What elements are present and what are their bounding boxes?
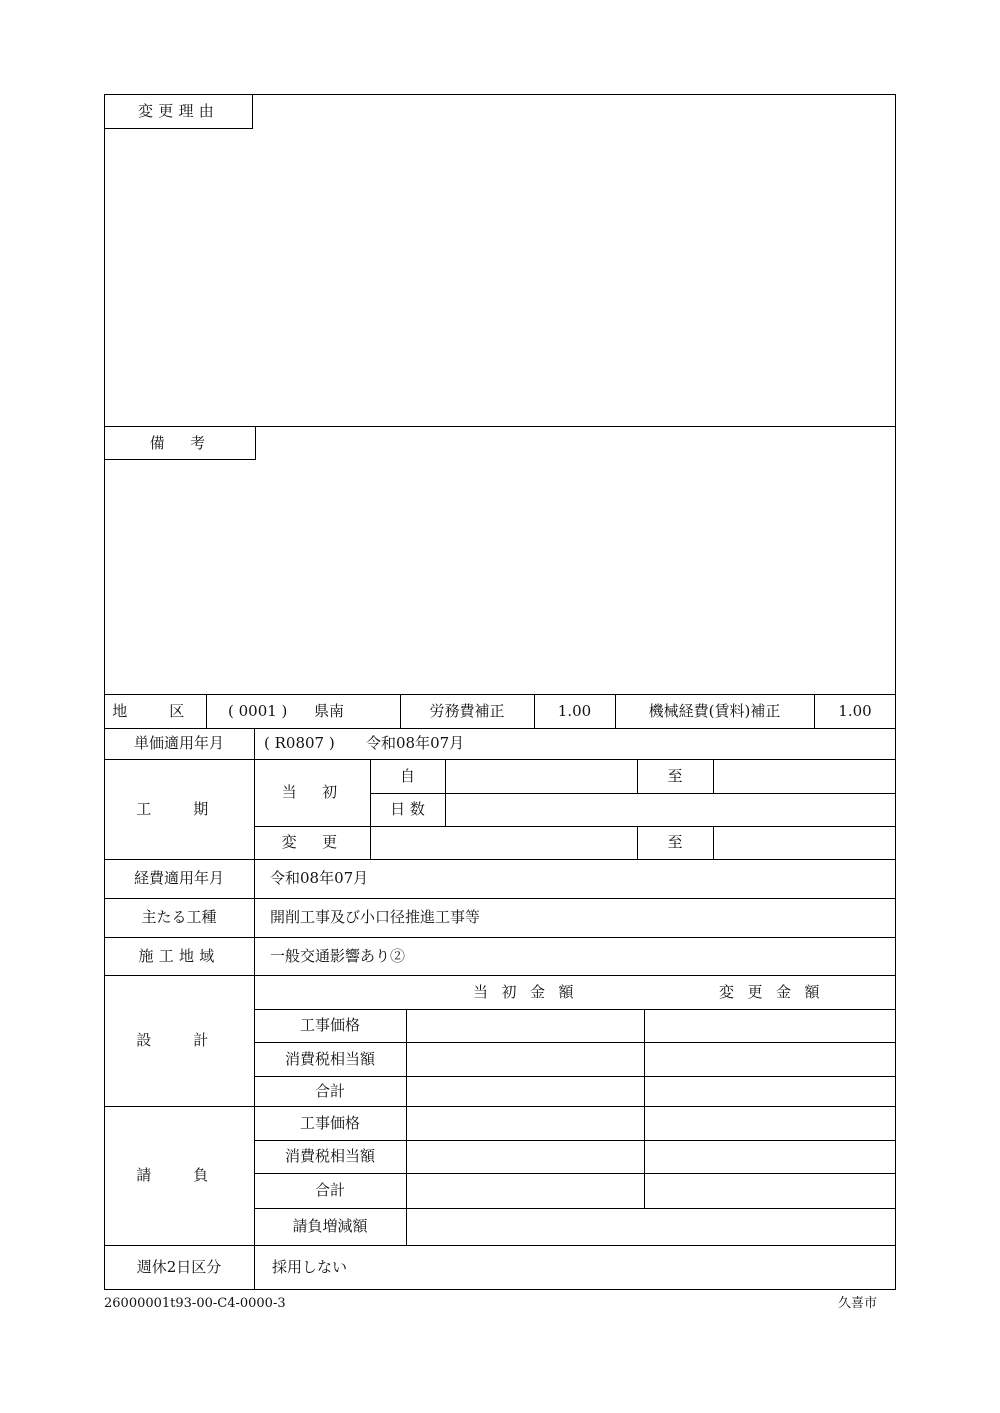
initial-amount-header: 当初金額 bbox=[472, 982, 587, 1001]
district-name: 県南 bbox=[314, 701, 345, 720]
design-label: 設 計 bbox=[136, 1031, 222, 1049]
design-row-price-label: 工事価格 bbox=[299, 1016, 360, 1034]
change-amount-header: 変更金額 bbox=[718, 982, 833, 1001]
machine-cost-label: 機械経費(賃料)補正 bbox=[648, 701, 781, 720]
construction-area-label: 施工地域 bbox=[138, 946, 220, 965]
remarks-label: 備 考 bbox=[149, 433, 211, 452]
period-days-label: 日 数 bbox=[390, 800, 425, 818]
labor-cost-label: 労務費補正 bbox=[429, 701, 505, 720]
change-reason-area[interactable] bbox=[106, 131, 894, 424]
machine-cost-value: 1.00 bbox=[838, 701, 872, 720]
contract-price-change-field[interactable] bbox=[645, 1107, 894, 1139]
main-work-label: 主たる工種 bbox=[141, 908, 217, 926]
change-reason-label: 変更理由 bbox=[137, 102, 219, 120]
contract-tax-initial-field[interactable] bbox=[407, 1141, 643, 1172]
design-tax-initial-field[interactable] bbox=[407, 1043, 643, 1075]
contract-diff-field[interactable] bbox=[407, 1209, 894, 1244]
period-days-field[interactable] bbox=[446, 794, 894, 825]
contract-row-price-label: 工事価格 bbox=[299, 1113, 360, 1132]
labor-cost-value: 1.00 bbox=[557, 701, 592, 720]
district-code: ( 0001 ) bbox=[228, 701, 288, 720]
contract-total-change-field[interactable] bbox=[645, 1174, 894, 1207]
city-name: 久喜市 bbox=[838, 1296, 878, 1311]
period-initial-label: 当 初 bbox=[281, 783, 343, 801]
period-change-from-field[interactable] bbox=[371, 827, 636, 858]
design-price-initial-field[interactable] bbox=[407, 1010, 643, 1041]
main-work-value: 開削工事及び小口径推進工事等 bbox=[270, 908, 481, 926]
period-to-field[interactable] bbox=[714, 760, 894, 792]
contract-label: 請 負 bbox=[136, 1166, 222, 1184]
period-label: 工 期 bbox=[136, 799, 222, 818]
unit-price-date-code: ( R0807 ) bbox=[264, 734, 335, 752]
period-change-to-label: 至 bbox=[667, 833, 683, 851]
design-total-change-field[interactable] bbox=[645, 1077, 894, 1105]
period-change-label: 変 更 bbox=[281, 833, 343, 851]
remarks-area[interactable] bbox=[106, 462, 894, 692]
contract-diff-label: 請負増減額 bbox=[292, 1217, 368, 1235]
vline-district-1 bbox=[206, 694, 207, 728]
design-total-initial-field[interactable] bbox=[407, 1077, 643, 1105]
period-to-label: 至 bbox=[667, 766, 683, 785]
expense-date-label: 経費適用年月 bbox=[133, 869, 224, 887]
design-row-total-label: 合計 bbox=[314, 1081, 345, 1100]
contract-row-tax-label: 消費税相当額 bbox=[284, 1147, 375, 1165]
unit-price-date-label: 単価適用年月 bbox=[133, 734, 224, 752]
design-price-change-field[interactable] bbox=[645, 1010, 894, 1041]
design-row-tax-label: 消費税相当額 bbox=[284, 1049, 375, 1068]
weekly-holiday-value: 採用しない bbox=[272, 1258, 348, 1276]
period-from-label: 自 bbox=[399, 766, 415, 785]
contract-row-total-label: 合計 bbox=[314, 1181, 345, 1199]
construction-area-value: 一般交通影響あり② bbox=[270, 946, 406, 965]
weekly-holiday-label: 週休2日区分 bbox=[136, 1258, 222, 1276]
contract-total-initial-field[interactable] bbox=[407, 1174, 643, 1207]
document-code: 26000001t93-00-C4-0000-3 bbox=[104, 1296, 286, 1311]
expense-date-value: 令和08年07月 bbox=[270, 869, 369, 887]
contract-tax-change-field[interactable] bbox=[645, 1141, 894, 1172]
period-change-to-field[interactable] bbox=[714, 827, 894, 858]
design-tax-change-field[interactable] bbox=[645, 1043, 894, 1075]
contract-price-initial-field[interactable] bbox=[407, 1107, 643, 1139]
district-label: 地 区 bbox=[112, 701, 198, 720]
period-from-field[interactable] bbox=[446, 760, 636, 792]
unit-price-date-value: 令和08年07月 bbox=[366, 734, 465, 752]
